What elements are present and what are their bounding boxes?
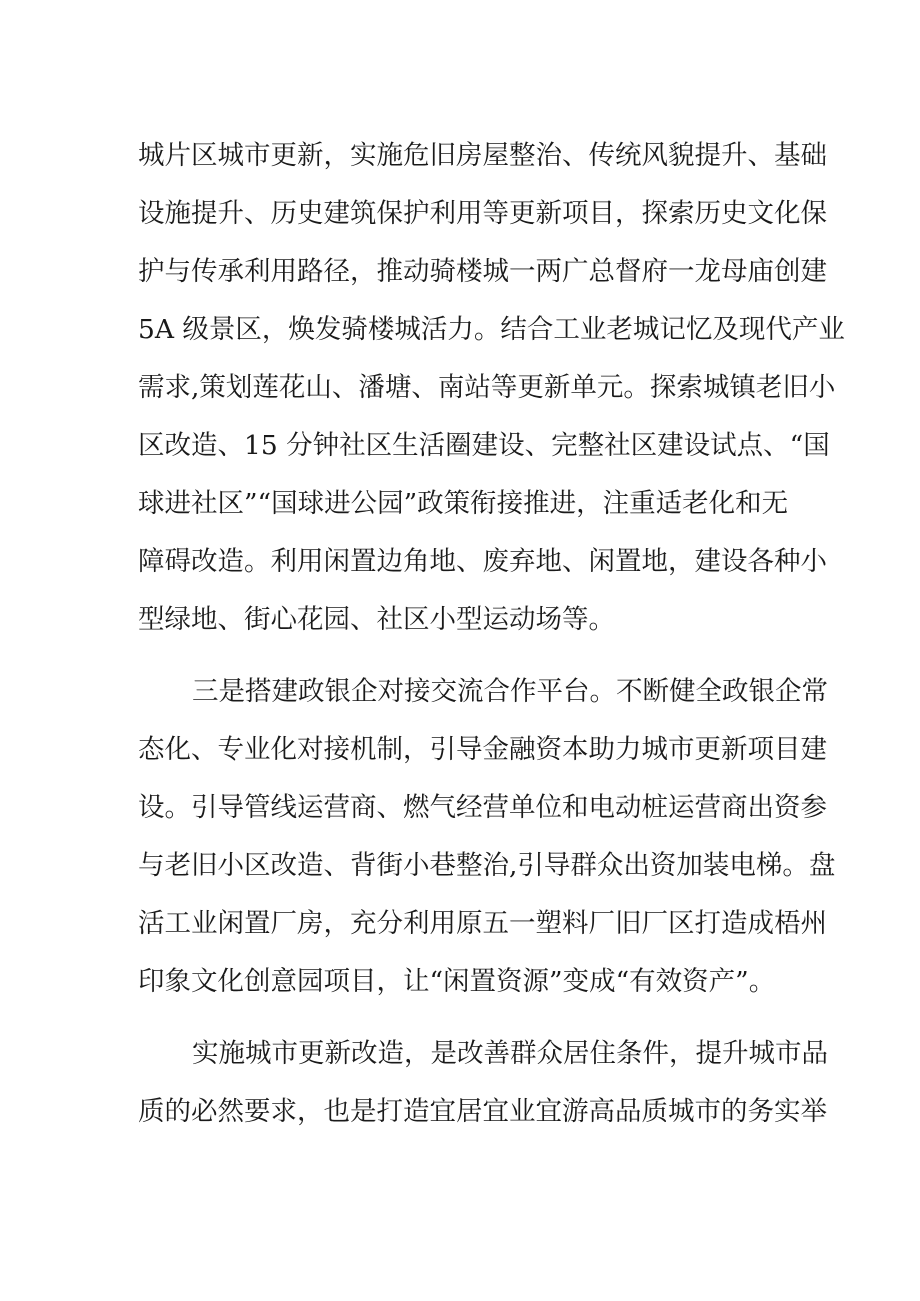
paragraph-1-line-8: 障碍改造。利用闲置边角地、废弃地、闲置地，建设各种小 [138, 546, 827, 577]
paragraph-2-line-1: 三是搭建政银企对接交流合作平台。不断健全政银企常 [192, 676, 828, 707]
paragraph-3-line-1: 实施城市更新改造，是改善群众居住条件，提升城市品 [192, 1038, 828, 1069]
paragraph-1-line-1: 城片区城市更新，实施危旧房屋整治、传统风貌提升、基础 [138, 140, 827, 171]
paragraph-3-line-2: 质的必然要求，也是打造宜居宜业宜游高品质城市的务实举 [138, 1096, 827, 1127]
paragraph-1-line-2: 设施提升、历史建筑保护利用等更新项目，探索历史文化保 [138, 198, 827, 229]
paragraph-2-line-3: 设。引导管线运营商、燃气经营单位和电动桩运营商出资参 [138, 792, 827, 823]
paragraph-2-line-2: 态化、专业化对接机制，引导金融资本助力城市更新项目建 [138, 734, 827, 765]
paragraph-1-line-7: 球进社区”“国球进公园”政策衔接推进，注重适老化和无 [138, 488, 789, 519]
paragraph-1-line-5: 需求,策划莲花山、潘塘、南站等更新单元。探索城镇老旧小 [138, 372, 836, 403]
paragraph-2-line-6: 印象文化创意园项目，让“闲置资源”变成“有效资产”。 [138, 966, 776, 997]
paragraph-1-line-4: 5A 级景区，焕发骑楼城活力。结合工业老城记忆及现代产业 [138, 314, 845, 345]
paragraph-1-line-6: 区改造、15 分钟社区生活圈建设、完整社区建设试点、“国 [138, 430, 830, 461]
paragraph-1-line-3: 护与传承利用路径，推动骑楼城一两广总督府一龙母庙创建 [138, 256, 827, 287]
paragraph-2-line-4: 与老旧小区改造、背街小巷整治,引导群众出资加装电梯。盘 [138, 850, 836, 881]
paragraph-1-line-9: 型绿地、街心花园、社区小型运动场等。 [138, 604, 615, 635]
paragraph-2-line-5: 活工业闲置厂房，充分利用原五一塑料厂旧厂区打造成梧州 [138, 908, 827, 939]
